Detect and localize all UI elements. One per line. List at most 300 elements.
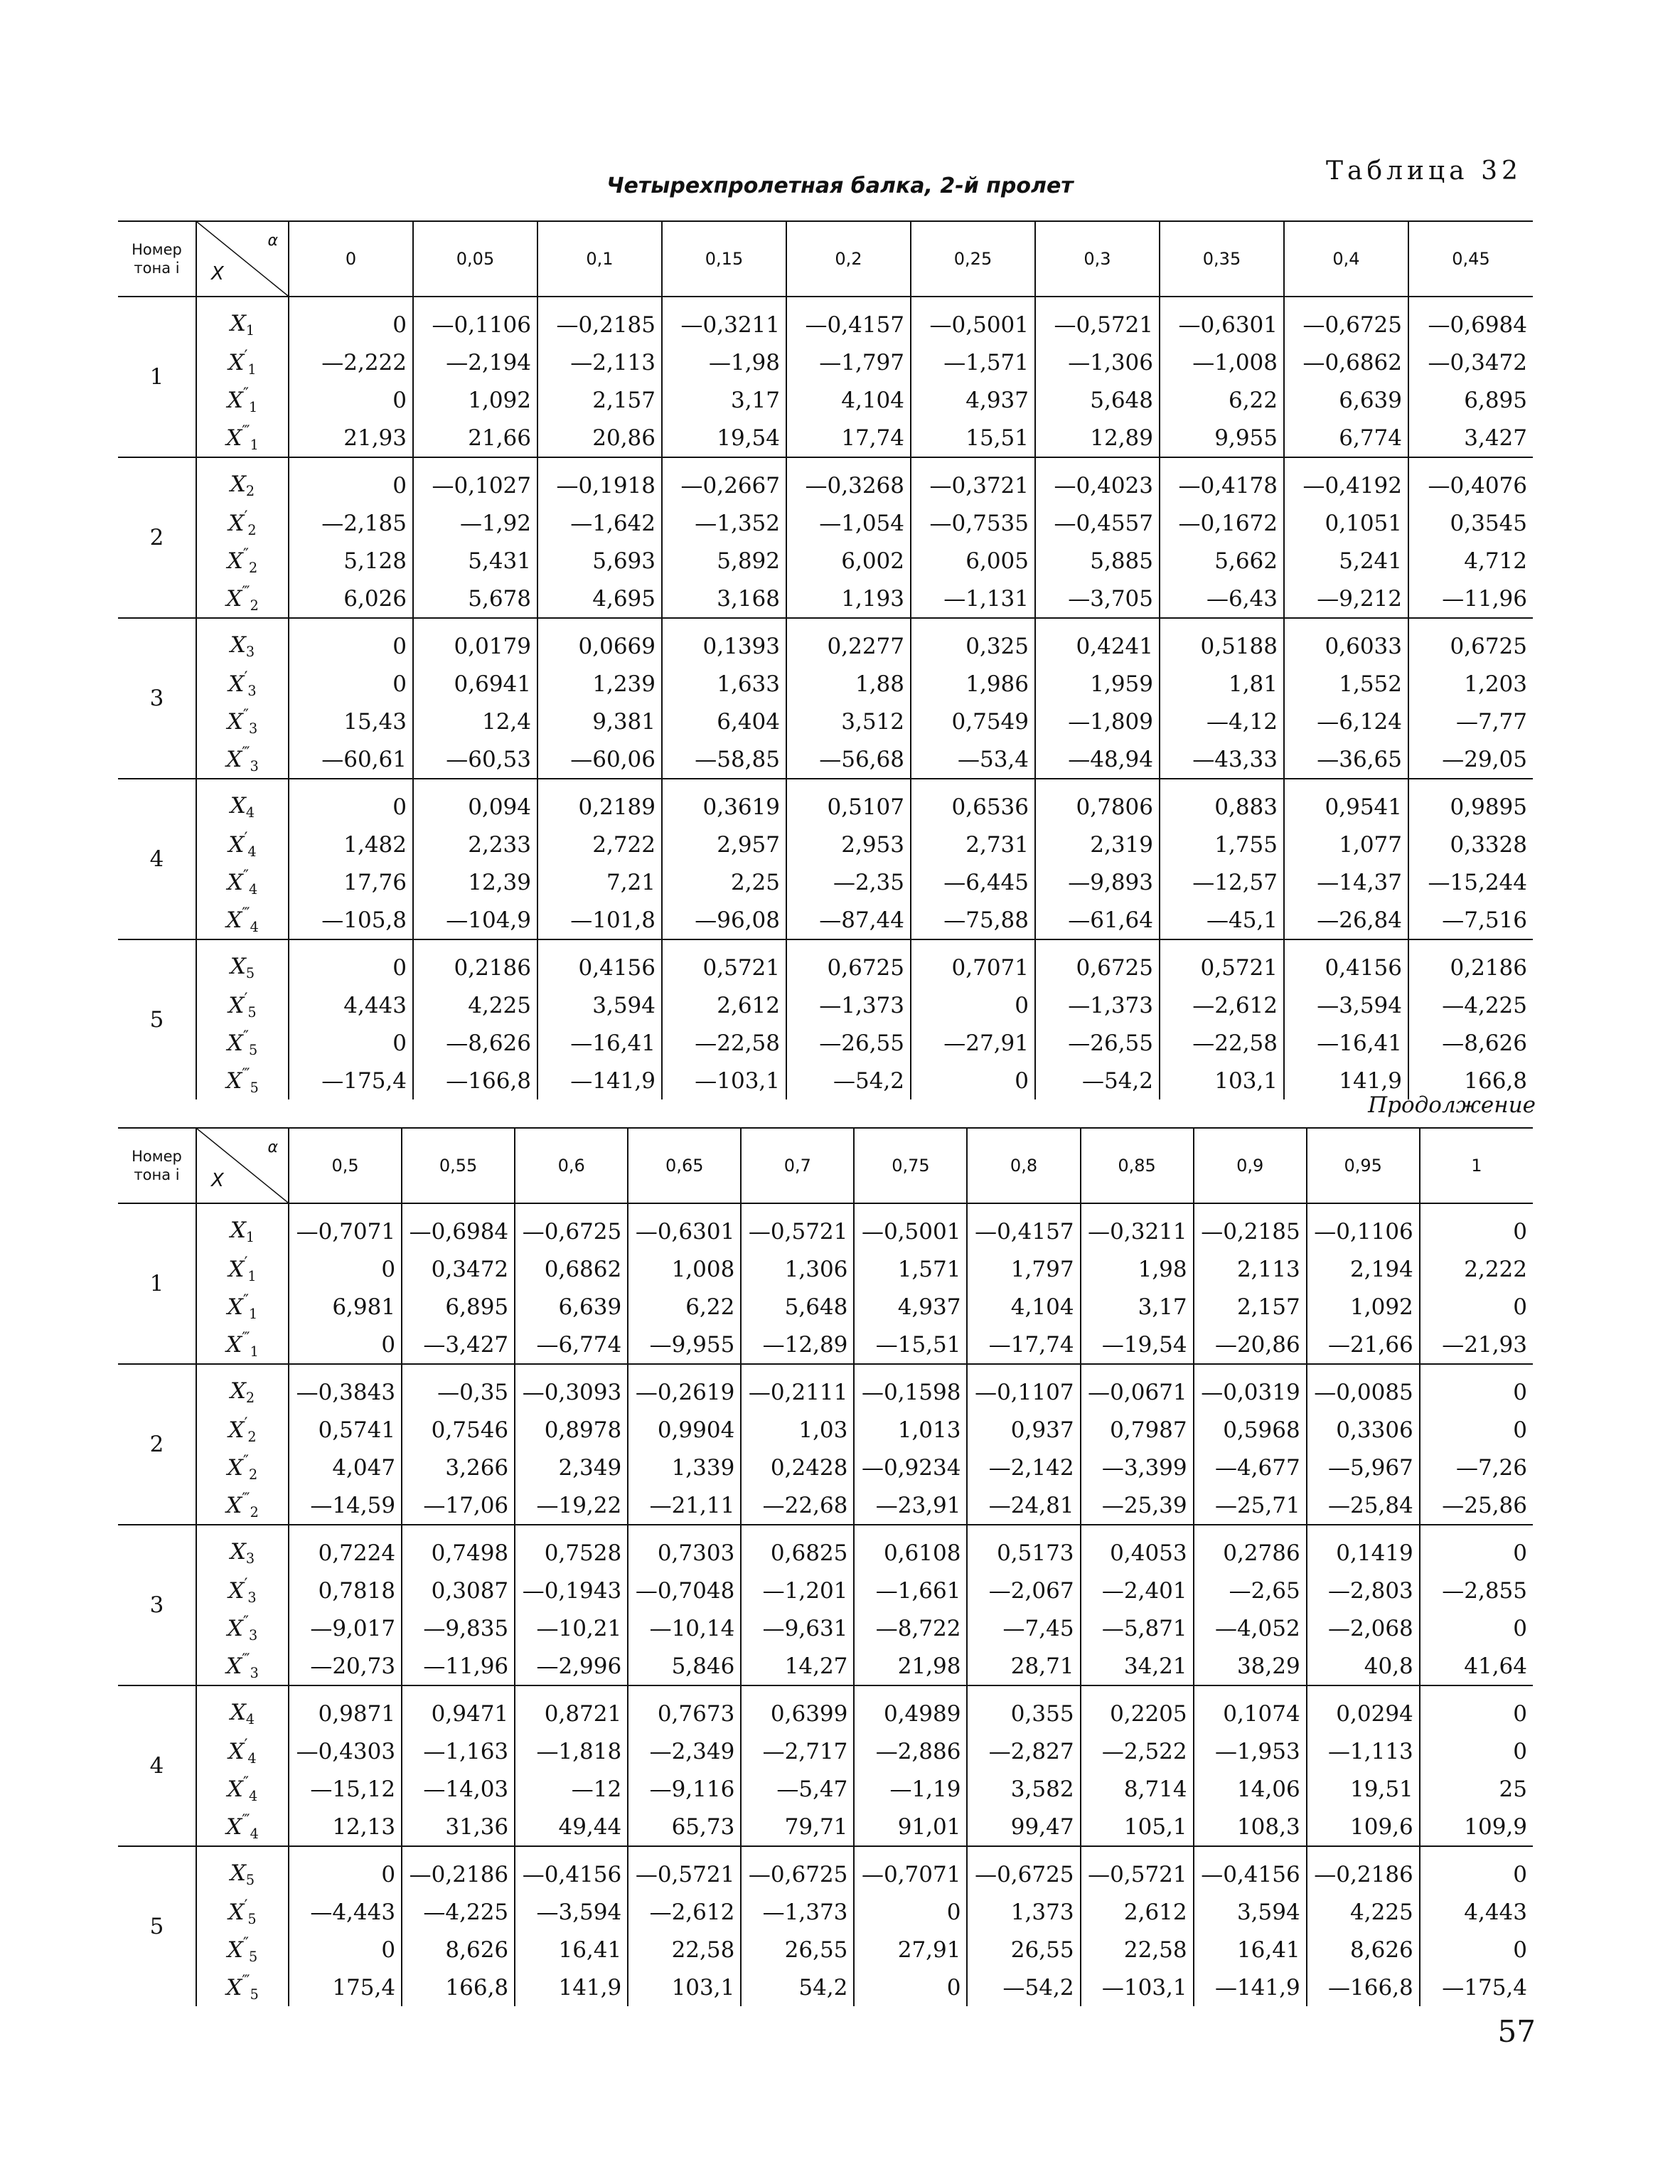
table-cell: 6,895 [1408,381,1533,419]
table-cell: —1,642 [537,504,662,542]
table-cell: 0,7528 [515,1525,628,1572]
table-cell: 0,4156 [1284,939,1408,986]
table-cell: 2,113 [1194,1250,1307,1288]
table-cell: 2,319 [1035,826,1160,863]
variable-subscript: 4 [248,880,258,897]
table-cell: 0 [289,779,413,826]
table-cell: 3,17 [1081,1288,1194,1326]
table-cell: —0,3843 [289,1364,402,1411]
table-cell: —0,1106 [1307,1203,1420,1250]
variable-label [196,297,289,343]
table-cell: —10,21 [515,1609,628,1647]
table-cell: 175,4 [289,1969,402,2006]
table-cell: 6,774 [1284,419,1408,457]
variable-primes: ‴ [242,422,250,441]
table-cell: —15,244 [1408,863,1533,901]
table-cell: —0,4023 [1035,457,1160,504]
table-cell: 2,953 [786,826,911,863]
table-cell: —1,373 [741,1893,854,1931]
table-row [118,1288,1533,1326]
table-cell: —0,0319 [1194,1364,1307,1411]
table-cell: —9,955 [628,1326,741,1364]
table-cell: 25 [1420,1770,1533,1808]
table-row [118,457,1533,504]
table-cell: —0,5721 [628,1846,741,1893]
table-cell: 0,8721 [515,1685,628,1732]
table-cell: —22,68 [741,1486,854,1525]
table-cell: 4,225 [1307,1893,1420,1931]
table-row [118,665,1533,703]
table-cell: —141,9 [537,1062,662,1099]
table-cell: —3,594 [1284,986,1408,1024]
table-row [118,1572,1533,1609]
table-cell: 65,73 [628,1808,741,1846]
table-cell: 0,6862 [515,1250,628,1288]
variable-primes: ′ [244,508,248,526]
table-cell: 103,1 [1160,1062,1284,1099]
table-cell: 0,0294 [1307,1685,1420,1732]
variable-label [196,343,289,381]
variable-label [196,939,289,986]
table-cell: 0,2277 [786,618,911,665]
table-cell: —1,352 [662,504,786,542]
table-cell: —0,5721 [1081,1846,1194,1893]
variable-name: X [228,511,245,537]
table-cell: —0,5721 [741,1203,854,1250]
table-cell: —5,967 [1307,1449,1420,1486]
variable-name: X [228,1417,245,1444]
variable-subscript: 1 [247,361,257,378]
table-cell: —175,4 [289,1062,413,1099]
variable-label [196,381,289,419]
table-cell: —54,2 [967,1969,1080,2006]
table-cell: 9,955 [1160,419,1284,457]
table-cell: 0 [289,1024,413,1062]
variable-primes: ″ [242,385,249,403]
table-cell: 105,1 [1081,1808,1194,1846]
table-cell: —0,5001 [854,1203,967,1250]
table-cell: 8,626 [402,1931,515,1969]
tone-number: 1 [118,1203,196,1364]
table-cell: —8,626 [413,1024,537,1062]
table-cell: 0,6825 [741,1525,854,1572]
table-cell: —0,4557 [1035,504,1160,542]
table-cell: 0,2428 [741,1449,854,1486]
table-cell: 34,21 [1081,1647,1194,1685]
table-cell: —1,92 [413,504,537,542]
table-cell: 16,41 [515,1931,628,1969]
table-cell: 0 [1420,1525,1533,1572]
table-cell: —1,201 [741,1572,854,1609]
table-cell: 21,98 [854,1647,967,1685]
table-cell: —2,827 [967,1732,1080,1770]
table-cell: —0,6725 [967,1846,1080,1893]
table-cell: 0,6725 [1408,618,1533,665]
table1-alpha-1: 0,05 [413,221,537,297]
table-cell: —96,08 [662,901,786,939]
table-cell: 2,722 [537,826,662,863]
table-cell: —0,4076 [1408,457,1533,504]
variable-subscript: 3 [247,682,257,699]
table-cell: —2,522 [1081,1732,1194,1770]
variable-name: X [226,1653,242,1680]
table-cell: 6,639 [1284,381,1408,419]
table-cell: 0,3619 [662,779,786,826]
variable-name: X [226,425,242,452]
table-cell: —2,142 [967,1449,1080,1486]
table-cell: 4,225 [413,986,537,1024]
table-cell: —9,835 [402,1609,515,1647]
table1-header-row [118,221,1533,297]
table-cell: 0,7546 [402,1411,515,1449]
table1-diagonal-cell [197,222,288,296]
table-cell: —17,06 [402,1486,515,1525]
table-row [118,740,1533,779]
table-cell: 0,937 [967,1411,1080,1449]
table-cell: —6,124 [1284,703,1408,740]
table1-header-corner [196,221,289,297]
table2-alpha-8: 0,9 [1194,1128,1307,1203]
table-cell: —11,96 [1408,580,1533,618]
table-cell: —61,64 [1035,901,1160,939]
table-cell: 5,885 [1035,542,1160,580]
table1-alpha-0: 0 [289,221,413,297]
table2-alpha-9: 0,95 [1307,1128,1420,1203]
table-cell: 0,883 [1160,779,1284,826]
table-cell: 22,58 [628,1931,741,1969]
table-row [118,1808,1533,1846]
table-cell: 0,1419 [1307,1525,1420,1572]
table-cell: —2,185 [289,504,413,542]
table-cell: 1,633 [662,665,786,703]
table-cell: —1,163 [402,1732,515,1770]
variable-primes: ′ [244,1254,248,1272]
tone-number: 1 [118,297,196,457]
table-cell: 1,239 [537,665,662,703]
table-cell: —2,067 [967,1572,1080,1609]
table-cell: 0,9904 [628,1411,741,1449]
table-cell: 0,7806 [1035,779,1160,826]
table-cell: 12,89 [1035,419,1160,457]
table-cell: 0,9471 [402,1685,515,1732]
table-row [118,419,1533,457]
table-cell: 4,712 [1408,542,1533,580]
table-cell: 0,5721 [662,939,786,986]
table-cell: —24,81 [967,1486,1080,1525]
tone-number: 2 [118,1364,196,1525]
table2-header-corner [196,1128,289,1203]
table-cell: 0 [289,618,413,665]
table-part-1 [118,220,1533,1099]
table-cell: 12,13 [289,1808,402,1846]
variable-name: X [227,1937,243,1964]
table-cell: 54,2 [741,1969,854,2006]
table-cell: 0 [1420,1411,1533,1449]
table-cell: 0 [289,457,413,504]
table-cell: 109,9 [1420,1808,1533,1846]
table-cell: 0,8978 [515,1411,628,1449]
table-cell: —104,9 [413,901,537,939]
table2-alpha-7: 0,85 [1081,1128,1194,1203]
table-row [118,1893,1533,1931]
table-cell: 1,203 [1408,665,1533,703]
table2-alpha-2: 0,6 [515,1128,628,1203]
table-cell: —0,2667 [662,457,786,504]
table-cell: 4,443 [1420,1893,1533,1931]
table-cell: —1,373 [1035,986,1160,1024]
variable-subscript: 5 [247,1003,257,1021]
table-cell: 1,306 [741,1250,854,1288]
table-cell: —0,7071 [289,1203,402,1250]
table-row [118,297,1533,343]
variable-name: X [227,1030,243,1057]
table-cell: —21,11 [628,1486,741,1525]
table-row [118,1250,1533,1288]
table-cell: —22,58 [662,1024,786,1062]
variable-name: X [230,632,246,659]
table-cell: —16,41 [537,1024,662,1062]
table-cell: 0,9541 [1284,779,1408,826]
table-cell: 3,266 [402,1449,515,1486]
table-cell: —0,7071 [854,1846,967,1893]
variable-name: X [227,1294,243,1321]
table2-alpha-4: 0,7 [741,1128,854,1203]
variable-label [196,504,289,542]
table-row [118,1203,1533,1250]
table-cell: —21,66 [1307,1326,1420,1364]
variable-primes: ″ [242,1774,249,1792]
table-cell: 0,0179 [413,618,537,665]
table-cell: 1,755 [1160,826,1284,863]
variable-subscript: 1 [245,1228,255,1245]
table1-alpha-2: 0,1 [537,221,662,297]
table-cell: —2,65 [1194,1572,1307,1609]
table-cell: —20,86 [1194,1326,1307,1364]
table-row [118,986,1533,1024]
table-cell: 2,157 [1194,1288,1307,1326]
table-cell: 0,7071 [911,939,1035,986]
table-row [118,779,1533,826]
table-cell: 2,222 [1420,1250,1533,1288]
table-cell: —2,113 [537,343,662,381]
table-row [118,343,1533,381]
table2-x-label: X [211,1170,224,1191]
variable-name: X [228,350,245,376]
table-cell: 1,092 [1307,1288,1420,1326]
table-cell: —23,91 [854,1486,967,1525]
variable-label [196,1846,289,1893]
variable-primes: ′ [244,1415,248,1433]
table-cell: 0,6941 [413,665,537,703]
table-cell: 6,895 [402,1288,515,1326]
table-cell: —36,65 [1284,740,1408,779]
table-cell: 166,8 [1408,1062,1533,1099]
table-cell: —0,4303 [289,1732,402,1770]
variable-subscript: 4 [250,918,259,935]
variable-label [196,580,289,618]
variable-label [196,1685,289,1732]
table-cell: 0 [289,1326,402,1364]
table-cell: 0,6536 [911,779,1035,826]
variable-label [196,703,289,740]
table-cell: 0 [289,1250,402,1288]
variable-label [196,1808,289,1846]
table-cell: —103,1 [1081,1969,1194,2006]
variable-label [196,542,289,580]
table-cell: —0,4156 [515,1846,628,1893]
table-cell: —25,39 [1081,1486,1194,1525]
table-cell: 14,06 [1194,1770,1307,1808]
table-cell: —0,6862 [1284,343,1408,381]
table-cell: —9,893 [1035,863,1160,901]
table-cell: 4,047 [289,1449,402,1486]
table-cell: 28,71 [967,1647,1080,1685]
table-cell: —0,2111 [741,1364,854,1411]
variable-subscript: 4 [247,1749,257,1767]
variable-subscript: 1 [247,1267,257,1284]
variable-name: X [230,1378,246,1405]
table-cell: 40,8 [1307,1647,1420,1685]
tone-number: 5 [118,939,196,1099]
page-number: 57 [1497,2014,1536,2049]
table-cell: —7,26 [1420,1449,1533,1486]
table-cell: 0,325 [911,618,1035,665]
variable-label [196,1203,289,1250]
variable-primes: ‴ [242,1811,250,1830]
table-cell: 1,008 [628,1250,741,1288]
table-row [118,1969,1533,2006]
variable-name: X [227,388,243,414]
variable-subscript: 2 [250,1503,259,1520]
table-cell: —14,59 [289,1486,402,1525]
variable-label [196,665,289,703]
tone-number: 3 [118,618,196,779]
variable-primes: ‴ [242,1329,250,1348]
table-cell: —0,1107 [967,1364,1080,1411]
table-cell: 6,639 [515,1288,628,1326]
variable-subscript: 2 [245,1389,255,1406]
table2-alpha-0: 0,5 [289,1128,402,1203]
table-cell: 0,2186 [1408,939,1533,986]
table-cell: 79,71 [741,1808,854,1846]
table-cell: 4,937 [911,381,1035,419]
table-cell: 0,5188 [1160,618,1284,665]
table-cell: —3,399 [1081,1449,1194,1486]
variable-subscript: 5 [245,964,255,981]
table-cell: —60,61 [289,740,413,779]
variable-label [196,1486,289,1525]
table-cell: 1,571 [854,1250,967,1288]
variable-subscript: 2 [248,559,258,576]
table-cell: —101,8 [537,901,662,939]
table-cell: 5,892 [662,542,786,580]
table-cell: —1,008 [1160,343,1284,381]
table-cell: —0,6984 [402,1203,515,1250]
table-cell: —0,5001 [911,297,1035,343]
table-cell: 91,01 [854,1808,967,1846]
table-cell: —25,71 [1194,1486,1307,1525]
table-cell: —16,41 [1284,1024,1408,1062]
table-cell: 26,55 [741,1931,854,1969]
variable-primes: ″ [242,706,249,725]
table2-alpha-1: 0,55 [402,1128,515,1203]
table-cell: —103,1 [662,1062,786,1099]
table-cell: —1,818 [515,1732,628,1770]
variable-label [196,1288,289,1326]
table1-alpha-9: 0,45 [1408,221,1533,297]
table-cell: —0,0671 [1081,1364,1194,1411]
table-cell: —8,626 [1408,1024,1533,1062]
variable-name: X [228,1257,245,1283]
table-cell: 5,241 [1284,542,1408,580]
variable-subscript: 4 [248,1787,258,1804]
variable-subscript: 1 [248,1305,258,1322]
table-cell: 4,104 [786,381,911,419]
table-cell: 0 [289,1931,402,1969]
table-row [118,939,1533,986]
table-cell: 6,002 [786,542,911,580]
table-cell: 0,7498 [402,1525,515,1572]
table2-alpha-6: 0,8 [967,1128,1080,1203]
table-cell: —5,47 [741,1770,854,1808]
variable-label [196,1572,289,1609]
table-cell: —0,4156 [1194,1846,1307,1893]
table-cell: 0,5741 [289,1411,402,1449]
table-cell: 19,54 [662,419,786,457]
variable-label [196,1770,289,1808]
table-cell: —0,1918 [537,457,662,504]
table-cell: —9,631 [741,1609,854,1647]
variable-primes: ‴ [242,1651,250,1669]
variable-primes: ″ [242,545,249,564]
table1-alpha-3: 0,15 [662,221,786,297]
variable-subscript: 5 [248,1948,258,1965]
table-cell: 9,381 [537,703,662,740]
variable-primes: ‴ [242,905,250,923]
table-cell: —5,871 [1081,1609,1194,1647]
table-cell: —2,068 [1307,1609,1420,1647]
table-cell: 1,482 [289,826,413,863]
table-cell: 6,22 [1160,381,1284,419]
table-cell: —19,22 [515,1486,628,1525]
table-cell: —0,2186 [402,1846,515,1893]
table-cell: —26,55 [786,1024,911,1062]
table-cell: —20,73 [289,1647,402,1685]
table-cell: 4,443 [289,986,413,1024]
table-cell: 0,3306 [1307,1411,1420,1449]
table-cell: —12 [515,1770,628,1808]
variable-name: X [228,671,245,698]
table-cell: 2,233 [413,826,537,863]
table-cell: —0,7535 [911,504,1035,542]
table-cell: 0,7673 [628,1685,741,1732]
variable-label [196,1647,289,1685]
table-cell: —0,6984 [1408,297,1533,343]
table-cell: —2,855 [1420,1572,1533,1609]
variable-name: X [230,1700,246,1726]
table-cell: —15,12 [289,1770,402,1808]
table-cell: —0,2186 [1307,1846,1420,1893]
table-cell: 5,678 [413,580,537,618]
table-cell: 0 [289,381,413,419]
table-cell: 1,88 [786,665,911,703]
table-cell: —0,4178 [1160,457,1284,504]
table2-diagonal-cell [197,1129,288,1203]
table-cell: —0,1106 [413,297,537,343]
variable-primes: ′ [244,1897,248,1915]
table-cell: —1,113 [1307,1732,1420,1770]
table-cell: 4,104 [967,1288,1080,1326]
